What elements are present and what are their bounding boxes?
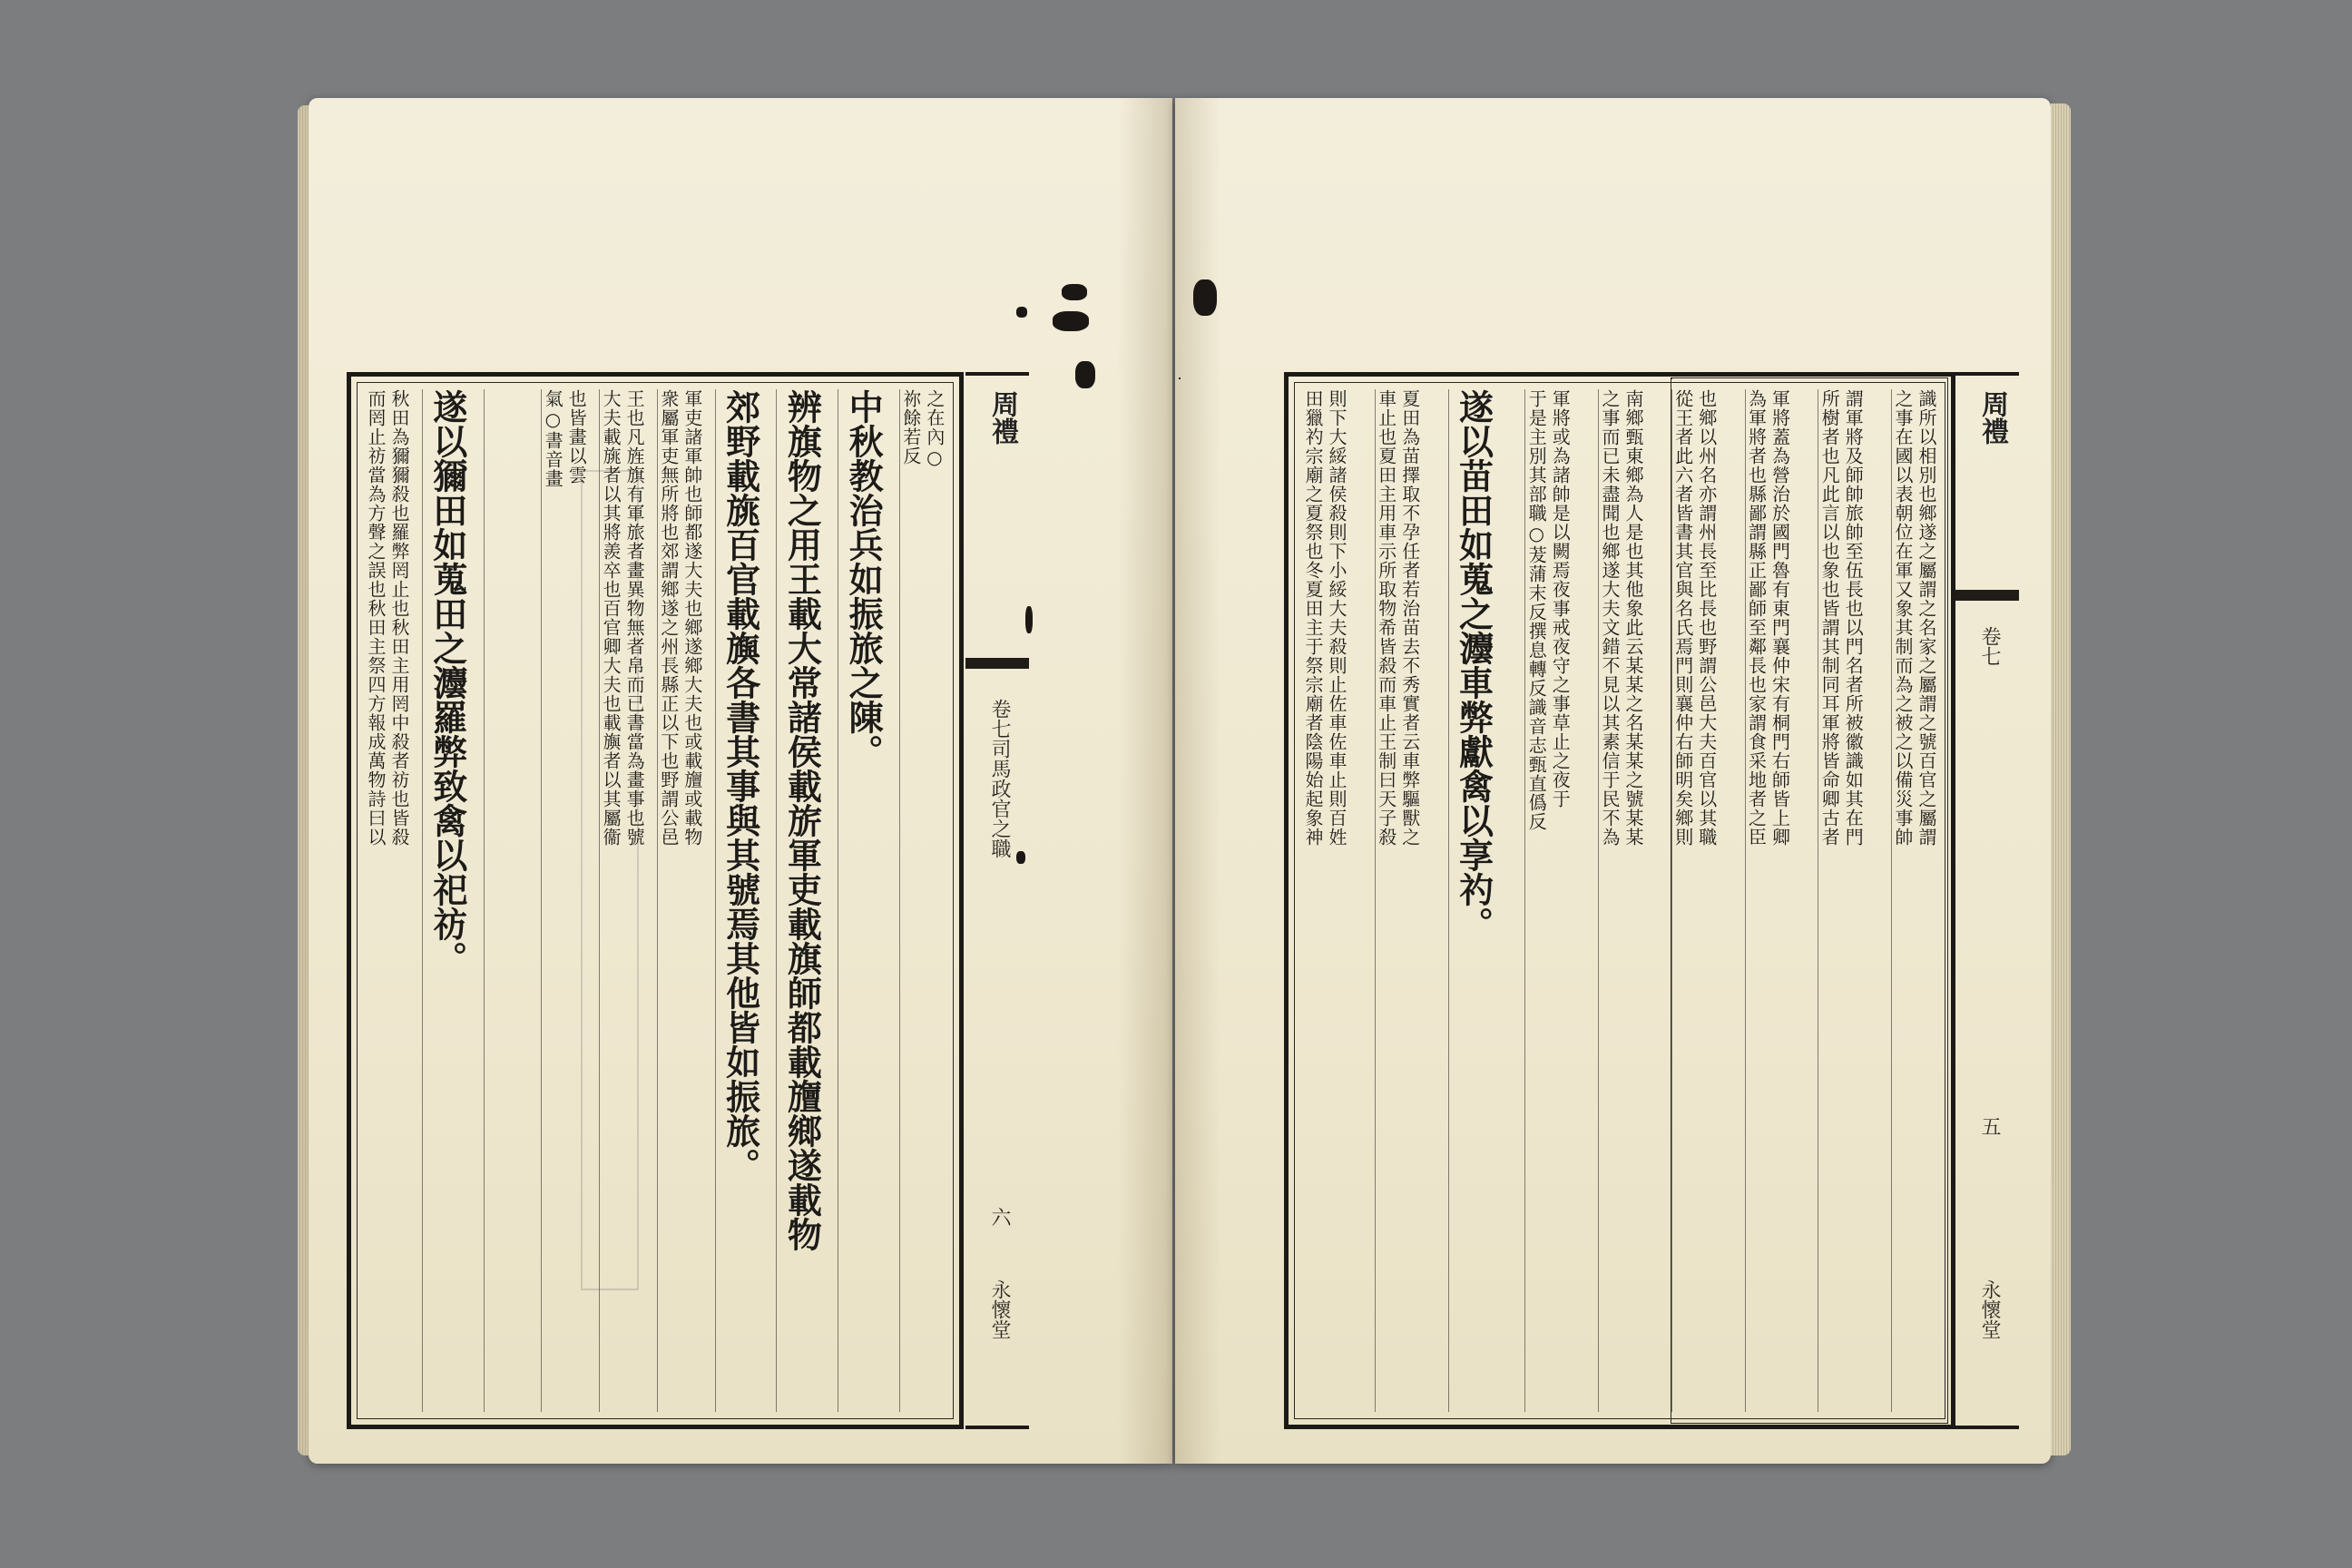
commentary-line: 車止也夏田主用車示所取物希皆殺而車止王制曰天子殺 [1375,389,1397,847]
right-page [1175,98,2051,1464]
left-text-columns [364,389,946,1412]
banxin-bottom-rule [1955,1426,2019,1429]
commentary-line: 秋田為獮獮殺也羅弊罔止也秋田主用罔中殺者祊也皆殺 [388,389,410,847]
commentary-column [1375,389,1422,1412]
banxin-volume: 卷七司馬政官之職 [988,699,1011,858]
commentary-line: 南鄉甄東鄉為人是也其他象此云某某之名某某之號某某 [1622,389,1644,847]
ink-smudge [1016,307,1027,318]
commentary-column [1671,389,1719,1412]
banxin-page-number: 六 [988,1207,1011,1227]
main-text-column: 中秋教治兵如振旅之陳。 [838,389,888,1412]
commentary-line: 也鄉以州名亦謂州長至比長也野謂公邑大夫百官以其職 [1695,389,1718,847]
banxin-bottom-rule [965,1426,1029,1429]
banxin-page-number: 五 [1978,1116,2001,1136]
commentary-line: 軍吏諸軍帥也師都遂大夫也鄉遂鄉大夫也或載旜或載物 [681,389,703,847]
commentary-column [1598,389,1645,1412]
banxin-hall-name: 永懷堂 [988,1279,1011,1339]
main-text-column: 郊野載旐百官載旟各書其事與其號焉其他皆如振旅。 [715,389,766,1412]
fish-tail-mark [965,658,1029,685]
commentary-column [1745,389,1792,1412]
commentary-line: 之在內○ [923,389,946,469]
commentary-line: 而罔止祊當為方聲之誤也秋田主祭四方報成萬物詩曰以 [365,389,387,847]
commentary-column [1891,389,1938,1412]
commentary-line: 氣○書音畫 [542,389,564,488]
commentary-column [1301,389,1348,1412]
main-text-column: 遂以獮田如蒐田之灋羅弊致禽以祀祊。 [422,389,473,1412]
commentary-line: 也皆畫以雲 [565,389,588,485]
commentary-line: 謂軍將及師帥旅帥至伍長也以門名者所被徽識如其在門 [1842,389,1865,847]
left-text-frame [347,372,964,1429]
commentary-line: 大夫載旐者以其將羨卒也百官卿大夫也載旟者以其屬衞 [600,389,622,847]
ink-smudge [1193,279,1217,316]
commentary-column [599,389,646,1412]
ink-smudge [1016,851,1025,864]
commentary-line: 所樹者也凡此言以也象也皆謂其制同耳軍將皆命卿古者 [1818,389,1841,847]
banxin-hall-name: 永懷堂 [1978,1279,2001,1339]
fish-tail-mark [1955,590,2019,617]
commentary-line: 則下大綏諸侯殺則下小綏大夫殺則止佐車佐車止則百姓 [1326,389,1348,847]
ink-smudge [1075,361,1095,388]
commentary-line: 軍將或為諸帥是以闕焉夜事戒夜守之事草止之夜于 [1549,389,1572,808]
commentary-column [1818,389,1865,1412]
banxin-title: 周禮 [986,390,1018,445]
commentary-line: 之事而已未盡聞也鄉遂大夫文錯不見以其素信于民不為 [1599,389,1621,847]
banxin-top-rule [1955,372,2019,376]
empty-column [484,389,531,1412]
banxin-volume: 卷七 [1978,626,2001,666]
commentary-line: 從王者此六者皆書其官與名氏焉門則襄仲右師明矣鄉則 [1671,389,1694,847]
main-text-column: 遂以苗田如蒐之灋車弊獻禽以享礿。 [1448,389,1499,1412]
commentary-line: 衆屬軍吏無所將也郊謂鄉遂之州長縣正以下也野謂公邑 [657,389,680,847]
commentary-line: 夏田為苗擇取不孕任者若治苗去不秀實者云車弊驅獸之 [1398,389,1421,847]
commentary-column [541,389,588,1412]
ink-smudge [1062,284,1087,300]
commentary-line: 王也凡旌旗有軍旅者畫異物無者帛而已書當為畫事也號 [623,389,646,847]
open-book [309,98,2051,1464]
commentary-line: 祢餘若反 [899,389,922,466]
banxin-top-rule [965,372,1029,376]
right-text-frame [1284,372,1955,1429]
commentary-line: 于是主別其部職○茇蒲末反撰息轉反識音志甄直僞反 [1525,389,1548,831]
right-text-columns [1301,389,1938,1412]
commentary-column [364,389,411,1412]
left-page-edges [298,105,309,1455]
commentary-column [899,389,946,1412]
commentary-line: 之事在國以表朝位在軍又象其制而為之被之以備災事帥 [1892,389,1914,847]
ink-smudge [1053,311,1089,331]
right-page-edges [2051,103,2071,1455]
ink-smudge [1025,606,1033,633]
main-text-column: 辨旗物之用王載大常諸侯載旂軍吏載旗師都載旜鄉遂載物 [776,389,827,1412]
commentary-line: 為軍將者也縣鄙謂縣正鄙師至鄰長也家謂食采地者之臣 [1745,389,1768,847]
banxin-title: 周禮 [1976,390,2008,445]
commentary-column [1524,389,1572,1412]
left-banxin [965,372,1029,1429]
commentary-line: 田獵礿宗廟之夏祭也冬夏田主于祭宗廟者陰陽始起象神 [1302,389,1324,847]
commentary-column [657,389,704,1412]
right-banxin [1955,372,2019,1429]
commentary-line: 識所以相別也鄉遂之屬謂之名家之屬謂之號百官之屬謂 [1916,389,1937,847]
commentary-line: 軍將蓋為營治於國門魯有東門襄仲宋有桐門右師皆上卿 [1769,389,1791,847]
left-page [309,98,1172,1464]
